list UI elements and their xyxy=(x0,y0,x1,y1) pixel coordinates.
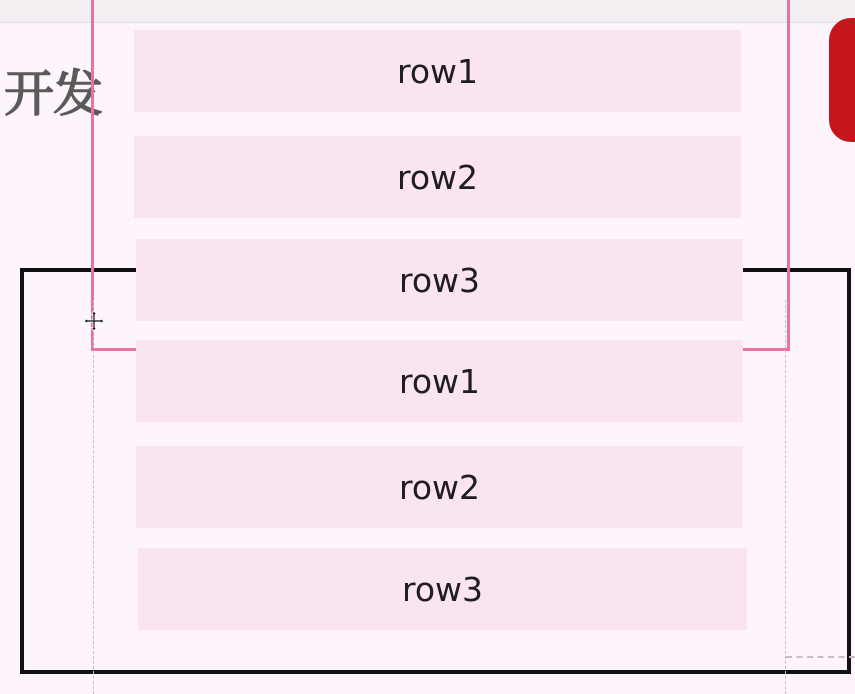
guide-line-right xyxy=(785,300,786,694)
grid-row-a1[interactable]: row1 xyxy=(134,30,741,112)
page-title: 开发 xyxy=(4,65,102,123)
grid-row-a2[interactable]: row2 xyxy=(134,136,741,218)
grid-row-a3[interactable]: row3 xyxy=(136,239,743,321)
red-accent-tab xyxy=(829,18,855,142)
grid-row-b3[interactable]: row3 xyxy=(138,548,747,630)
grid-row-b1[interactable]: row1 xyxy=(136,340,743,422)
move-cursor-icon xyxy=(82,309,106,333)
guide-line-bottom xyxy=(786,656,855,658)
guide-line-left xyxy=(93,300,94,694)
grid-row-b2[interactable]: row2 xyxy=(136,446,743,528)
